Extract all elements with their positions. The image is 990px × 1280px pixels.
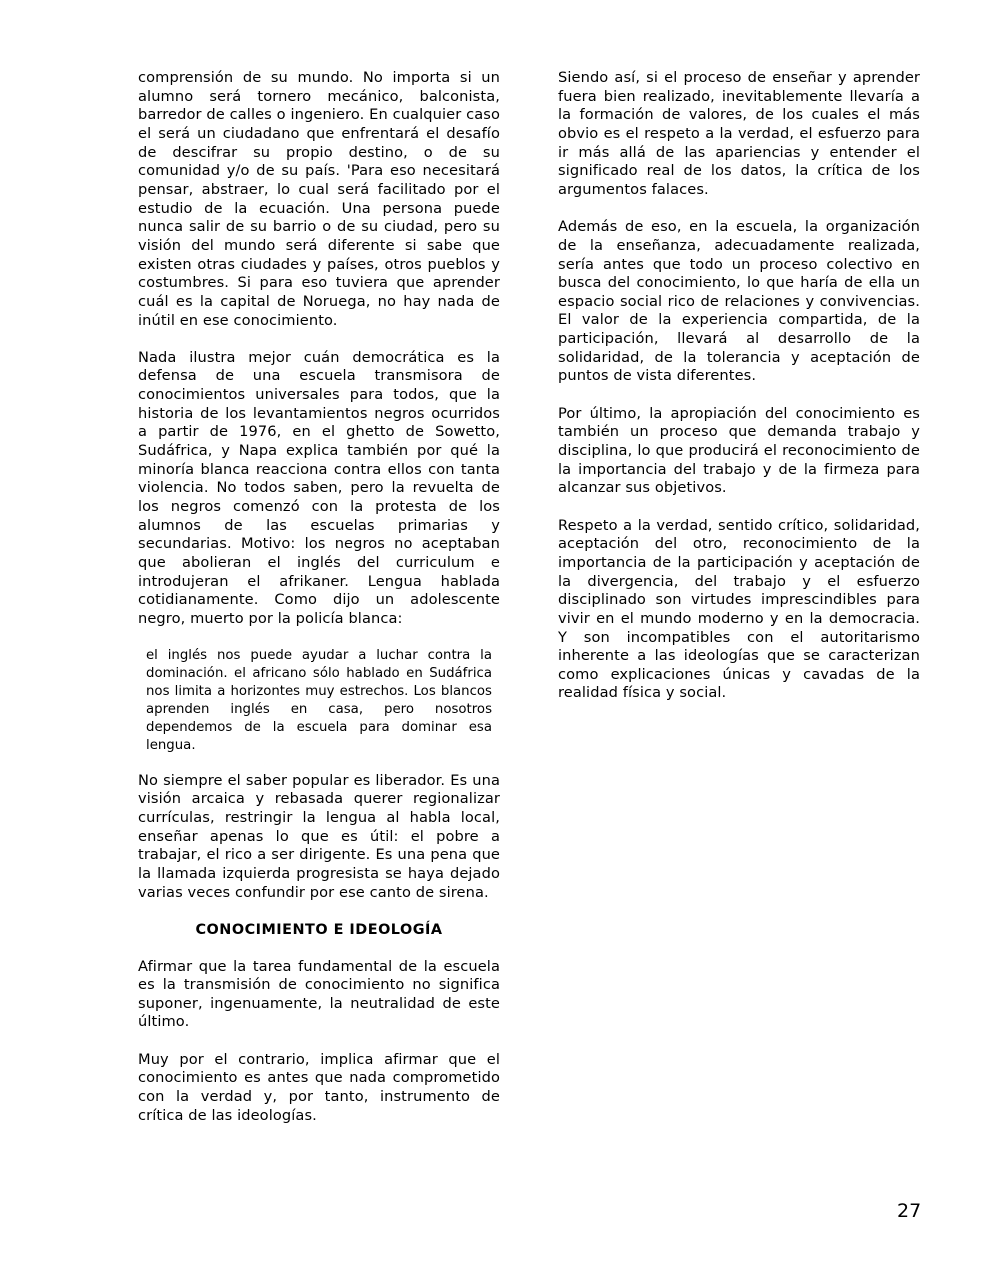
paragraph: Nada ilustra mejor cuán democrática es la defensa de una escuela transmisora de conocimientos universales para todos, que la historia de los levantamientos negros ocurridos a partir de 1976, en el ghetto de Sowetto, Sudáfrica, y Napa explica también por qué la minoría blanca reacciona contra ellos con tanta violencia. No todos saben, pero la revuelta de los negros comenzó con la protesta de los alumnos de las escuelas primarias y secundarias. Motivo: los negros no aceptaban que abolieran el inglés del curriculum e introdujeran el afrikaner. Lengua hablada cotidianamente. Como dijo un adolescente negro, muerto por la policía blanca:	[138, 348, 500, 627]
section-heading: CONOCIMIENTO E IDEOLOGÍA	[195, 921, 443, 938]
paragraph: Por último, la apropiación del conocimiento es también un proceso que demanda trabajo y disciplina, lo que producirá el reconocimiento de la importancia del trabajo y de la firmeza para alcanzar sus objetivos.	[558, 404, 920, 497]
paragraph: comprensión de su mundo. No importa si un alumno será tornero mecánico, balconista, barredor de calles o ingeniero. En cualquier caso el será un ciudadano que enfrentará el desafío de descifrar su propio destino, o de su comunidad y/o de su país. 'Para eso necesitará pensar, abstraer, lo cual será facilitado por el estudio de la ecuación. Una persona puede nunca salir de su barrio o de su ciudad, pero su visión del mundo será diferente si sabe que existen otras ciudades y países, otros pueblos y costumbres. Si para eso tuviera que aprender cuál es la capital de Noruega, no hay nada de inútil en ese conocimiento.	[138, 69, 500, 329]
paragraph: Muy por el contrario, implica afirmar que el conocimiento es antes que nada comprometido con la verdad y, por tanto, instrumento de crítica de las ideologías.	[138, 1050, 500, 1124]
paragraph: Además de eso, en la escuela, la organización de la enseñanza, adecuadamente realizada, sería antes que todo un proceso colectivo en busca del conocimiento, lo que haría de ella un espacio social rico de relaciones y convivencias. El valor de la experiencia compartida, de la participación, llevará al desarrollo de la solidaridad, de la tolerancia y aceptación de puntos de vista diferentes.	[558, 218, 920, 385]
block-quote: el inglés nos puede ayudar a luchar contra la dominación. el africano sólo hablado en Sudáfrica nos limita a horizontes muy estrechos. Los blancos aprenden inglés en casa, pero nosotros dependemos de la escuela para dominar esa lengua.	[146, 648, 492, 753]
page-number: 27	[897, 1200, 922, 1222]
paragraph: Respeto a la verdad, sentido crítico, solidaridad, aceptación del otro, reconocimiento de la importancia de la participación y aceptación de la divergencia, del trabajo y el esfuerzo disciplinado son virtudes imprescindibles para vivir en el mundo moderno y en la democracia. Y son incompatibles con el autoritarismo inherente a las ideologías que se caracterizan como explicaciones únicas y cavadas de la realidad física y social.	[558, 516, 920, 702]
paragraph: Afirmar que la tarea fundamental de la escuela es la transmisión de conocimiento no significa suponer, ingenuamente, la neutralidad de este último.	[138, 957, 500, 1031]
paragraph: No siempre el saber popular es liberador. Es una visión arcaica y rebasada querer regionalizar currículas, restringir la lengua al habla local, enseñar apenas lo que es útil: el pobre a trabajar, el rico a ser dirigente. Es una pena que la llamada izquierda progresista se haya dejado varias veces confundir por ese canto de sirena.	[138, 771, 500, 901]
right-column	[558, 69, 920, 722]
left-column	[138, 69, 500, 1144]
paragraph: Siendo así, si el proceso de enseñar y aprender fuera bien realizado, inevitablemente llevaría a la formación de valores, de los cuales el más obvio es el respeto a la verdad, el esfuerzo para ir más allá de las apariencias y entender el significado real de los datos, la crítica de los argumentos falaces.	[558, 69, 920, 198]
